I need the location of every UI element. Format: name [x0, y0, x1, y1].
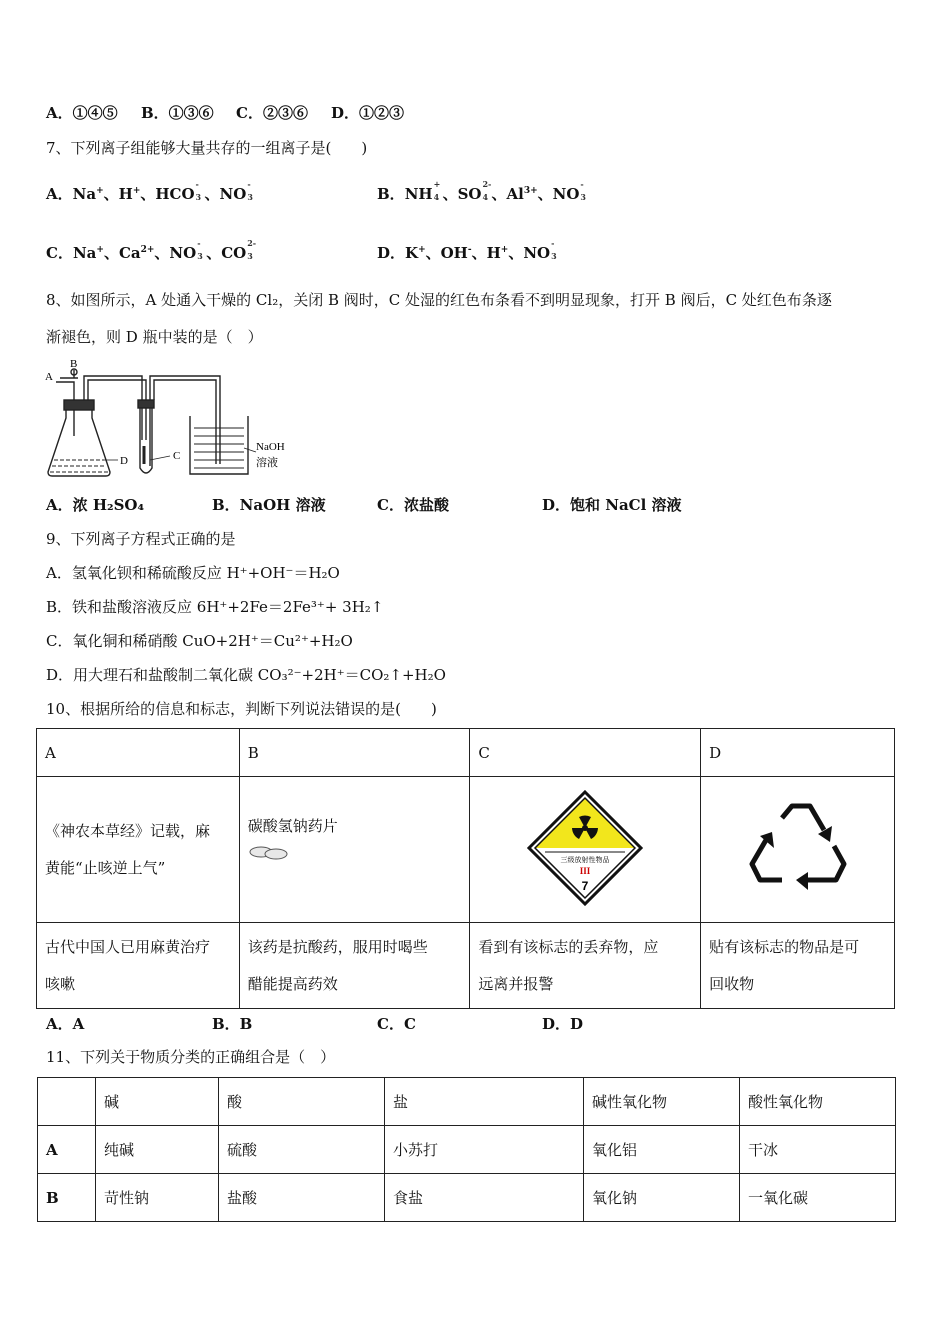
q9-option-a: A．氢氧化钡和稀硫酸反应 H⁺+OH⁻＝H₂O — [46, 564, 340, 582]
q8-apparatus-figure — [44, 356, 294, 484]
q9-stem: 9、下列离子方程式正确的是 — [46, 530, 236, 548]
q9-option-b: B．铁和盐酸溶液反应 6H⁺+2Fe＝2Fe³⁺+ 3H₂↑ — [46, 598, 384, 616]
q11-table — [37, 1077, 896, 1222]
radioactive-sign-icon — [527, 790, 643, 906]
fig-label-c: C — [173, 450, 181, 462]
table-row — [37, 923, 895, 1009]
q10-cell-c2 — [470, 777, 701, 923]
q8-option-b: B．NaOH 溶液 — [212, 496, 326, 514]
q11-header-5: 酸性氧化物 — [740, 1078, 896, 1126]
q10-table — [36, 728, 895, 1009]
q10-cell-b2: 碳酸氢钠药片 — [239, 777, 470, 923]
sign-roman: III — [579, 865, 591, 876]
q11-header-1: 碱 — [96, 1078, 219, 1126]
q11-row-a-cell: 氧化铝 — [584, 1126, 740, 1174]
q6-option-a: A．①④⑤ — [46, 104, 118, 122]
q11-row-b-cell: 盐酸 — [219, 1174, 385, 1222]
q9-option-c: C．氧化铜和稀硝酸 CuO+2H⁺＝Cu²⁺+H₂O — [46, 632, 353, 650]
q10-option-c: C．C — [377, 1015, 416, 1033]
q10-stem: 10、根据所给的信息和标志，判断下列说法错误的是( ) — [46, 700, 437, 718]
q10-cell-b3: 该药是抗酸药，服用时喝些 醋能提高药效 — [239, 923, 470, 1009]
q10-cell-c3: 看到有该标志的丢弃物，应 远离并报警 — [470, 923, 701, 1009]
q11-row-a-label: A — [38, 1126, 96, 1174]
pill-tablets-image — [248, 842, 292, 862]
sign-number: 7 — [581, 878, 589, 893]
q10-header-d: D — [701, 729, 895, 777]
q6-option-d: D．①②③ — [331, 104, 405, 122]
table-row — [37, 729, 895, 777]
sign-text: 三级放射性物品 — [560, 855, 610, 864]
q7-option-a: A．Na+、H+、HCO - 3 、NO - 3 — [46, 179, 253, 203]
q8-option-d: D．饱和 NaCl 溶液 — [542, 496, 682, 514]
q10-option-a: A．A — [46, 1015, 85, 1033]
q11-stem: 11、下列关于物质分类的正确组合是（ ） — [46, 1048, 336, 1066]
q11-row-b-cell: 一氧化碳 — [740, 1174, 896, 1222]
table-row — [38, 1078, 896, 1126]
fig-label-a: A — [45, 371, 53, 383]
q10-option-b: B．B — [212, 1015, 253, 1033]
fig-label-d: D — [120, 455, 128, 467]
table-row — [38, 1174, 896, 1222]
fig-label-solution: 溶液 — [256, 456, 278, 469]
q8-option-a: A．浓 H₂SO₄ — [46, 496, 145, 514]
fig-label-b: B — [70, 358, 78, 370]
q7-option-b: B．NH + 4 、SO 2- 4 、$Al^{3+}$、NO - 3 — [377, 179, 586, 203]
q11-header-3: 盐 — [385, 1078, 584, 1126]
q11-row-b-cell: 食盐 — [385, 1174, 584, 1222]
q10-header-a: A — [37, 729, 240, 777]
q11-header-4: 碱性氧化物 — [584, 1078, 740, 1126]
q11-row-a-cell: 硫酸 — [219, 1126, 385, 1174]
q8-stem-line1: 8、如图所示，A 处通入干燥的 Cl₂，关闭 B 阀时，C 处湿的红色布条看不到明显现象，打开 B 阀后，C 处红色布条逐 — [46, 291, 832, 309]
table-row — [38, 1126, 896, 1174]
q8-stem-line2: 渐褪色，则 D 瓶中装的是（ ） — [46, 328, 263, 346]
q10-cell-d3: 贴有该标志的物品是可 回收物 — [701, 923, 895, 1009]
q10-cell-a3: 古代中国人已用麻黄治疗 咳嗽 — [37, 923, 240, 1009]
q7-option-d: D．K+、OH-、H+、NO - 3 — [377, 238, 557, 262]
q11-row-a-cell: 纯碱 — [96, 1126, 219, 1174]
q10-option-d: D．D — [542, 1015, 584, 1033]
q9-option-d: D．用大理石和盐酸制二氧化碳 CO₃²⁻+2H⁺＝CO₂↑+H₂O — [46, 666, 446, 684]
q11-row-b-cell: 氧化钠 — [584, 1174, 740, 1222]
fig-label-naoh: NaOH — [256, 441, 285, 453]
q10-cell-a2: 《神农本草经》记载，麻 黄能“止咳逆上气” — [37, 777, 240, 923]
q11-header-2: 酸 — [219, 1078, 385, 1126]
q11-row-b-label: B — [38, 1174, 96, 1222]
q8-option-c: C．浓盐酸 — [377, 496, 449, 514]
q11-row-a-cell: 干冰 — [740, 1126, 896, 1174]
q6-option-c: C．②③⑥ — [236, 104, 308, 122]
q7-option-c: C．Na+、$Ca^{2+}$、NO - 3 、CO 2- 3 — [46, 238, 257, 262]
q6-option-b: B．①③⑥ — [141, 104, 214, 122]
table-row — [37, 777, 895, 923]
q7-stem: 7、下列离子组能够大量共存的一组离子是( ) — [46, 139, 368, 157]
q11-header-0 — [38, 1078, 96, 1126]
q11-row-a-cell: 小苏打 — [385, 1126, 584, 1174]
q11-row-b-cell: 苛性钠 — [96, 1174, 219, 1222]
q10-header-c: C — [470, 729, 701, 777]
recycle-icon — [748, 802, 848, 894]
q10-header-b: B — [239, 729, 470, 777]
q10-cell-d2 — [701, 777, 895, 923]
